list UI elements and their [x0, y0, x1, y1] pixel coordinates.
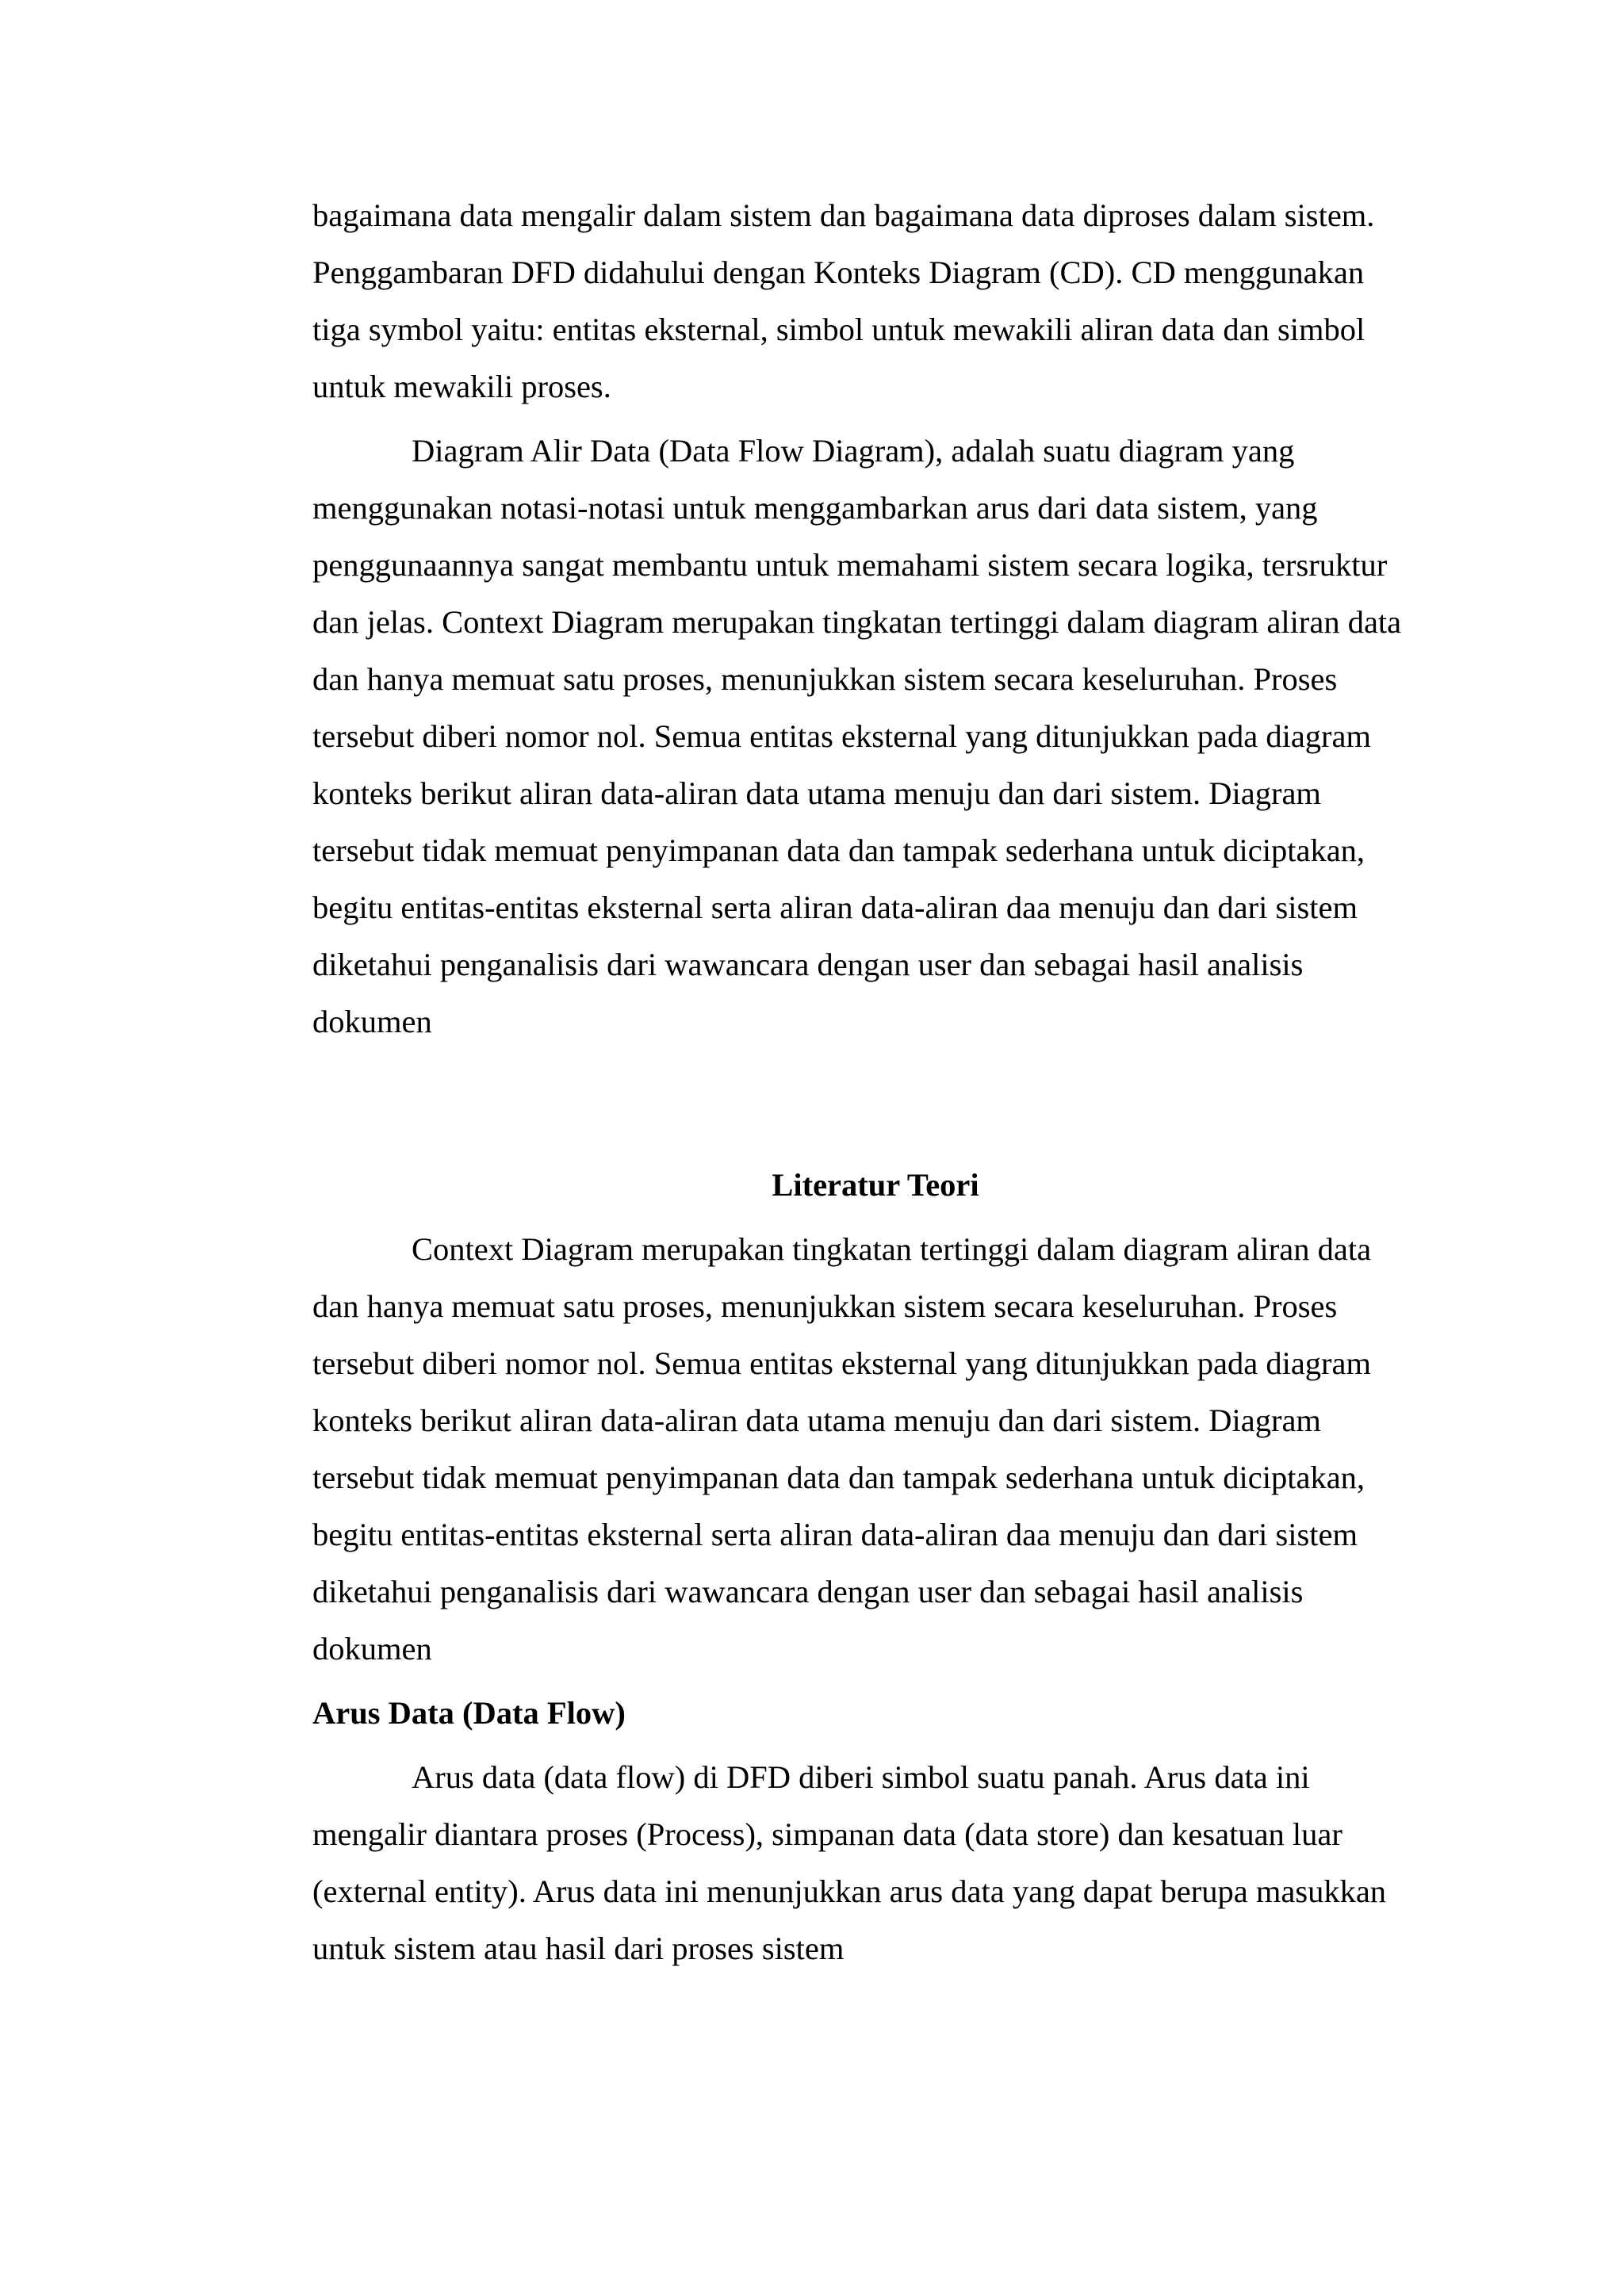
paragraph-dfd-intro [312, 187, 1438, 415]
paragraph-data-flow [312, 1749, 1438, 1977]
paragraph-spacer [312, 1214, 1438, 1221]
text-line: dan jelas. Context Diagram merupakan tingkatan tertinggi dalam diagram aliran data [312, 604, 1402, 640]
text-line: diketahui penganalisis dari wawancara dengan user dan sebagai hasil analisis [312, 1574, 1304, 1609]
text-line: Context Diagram merupakan tingkatan tertinggi dalam diagram aliran data [412, 1231, 1372, 1267]
text-line: Arus data (data flow) di DFD diberi simbol suatu panah. Arus data ini [412, 1759, 1310, 1795]
text-line: tersebut diberi nomor nol. Semua entitas eksternal yang ditunjukkan pada diagram [312, 1345, 1372, 1381]
paragraph-spacer [312, 1678, 1438, 1685]
text-line: tiga symbol yaitu: entitas eksternal, simbol untuk mewakili aliran data dan simbol [312, 312, 1365, 347]
section-spacer [312, 1050, 1438, 1157]
text-line: menggunakan notasi-notasi untuk menggambarkan arus dari data sistem, yang [312, 490, 1318, 526]
text-line: tersebut tidak memuat penyimpanan data dan tampak sederhana untuk diciptakan, [312, 1460, 1365, 1495]
document-page [312, 187, 1438, 1977]
text-line: dan hanya memuat satu proses, menunjukkan sistem secara keseluruhan. Proses [312, 661, 1338, 697]
paragraph-spacer [312, 415, 1438, 423]
paragraph-spacer [312, 1742, 1438, 1749]
text-line: penggunaannya sangat membantu untuk memahami sistem secara logika, tersruktur [312, 547, 1388, 583]
text-line: dokumen [312, 1004, 432, 1039]
text-line: begitu entitas-entitas eksternal serta aliran data-aliran daa menuju dan dari sistem [312, 1517, 1358, 1552]
text-line: konteks berikut aliran data-aliran data utama menuju dan dari sistem. Diagram [312, 775, 1321, 811]
text-line: tersebut diberi nomor nol. Semua entitas eksternal yang ditunjukkan pada diagram [312, 718, 1372, 754]
text-line: Diagram Alir Data (Data Flow Diagram), adalah suatu diagram yang [412, 433, 1295, 469]
text-line: untuk sistem atau hasil dari proses sistem [312, 1931, 845, 1966]
text-line: mengalir diantara proses (Process), simpanan data (data store) dan kesatuan luar [312, 1816, 1342, 1852]
text-line: dan hanya memuat satu proses, menunjukkan sistem secara keseluruhan. Proses [312, 1288, 1338, 1324]
text-line: dokumen [312, 1631, 432, 1667]
text-line: diketahui penganalisis dari wawancara dengan user dan sebagai hasil analisis [312, 947, 1304, 982]
text-line: konteks berikut aliran data-aliran data utama menuju dan dari sistem. Diagram [312, 1402, 1321, 1438]
text-line: (external entity). Arus data ini menunjukkan arus data yang dapat berupa masukkan [312, 1873, 1387, 1909]
text-line: Penggambaran DFD didahului dengan Konteks Diagram (CD). CD menggunakan [312, 254, 1365, 290]
paragraph-dfd-definition [312, 423, 1438, 1050]
text-line: tersebut tidak memuat penyimpanan data dan tampak sederhana untuk diciptakan, [312, 832, 1365, 868]
text-line: bagaimana data mengalir dalam sistem dan bagaimana data diproses dalam sistem. [312, 197, 1375, 233]
paragraph-context-diagram [312, 1221, 1438, 1678]
text-line: begitu entitas-entitas eksternal serta aliran data-aliran daa menuju dan dari sistem [312, 890, 1358, 925]
section-heading: Literatur Teori [772, 1167, 979, 1203]
subsection-heading: Arus Data (Data Flow) [312, 1695, 626, 1731]
text-line: untuk mewakili proses. [312, 369, 611, 404]
